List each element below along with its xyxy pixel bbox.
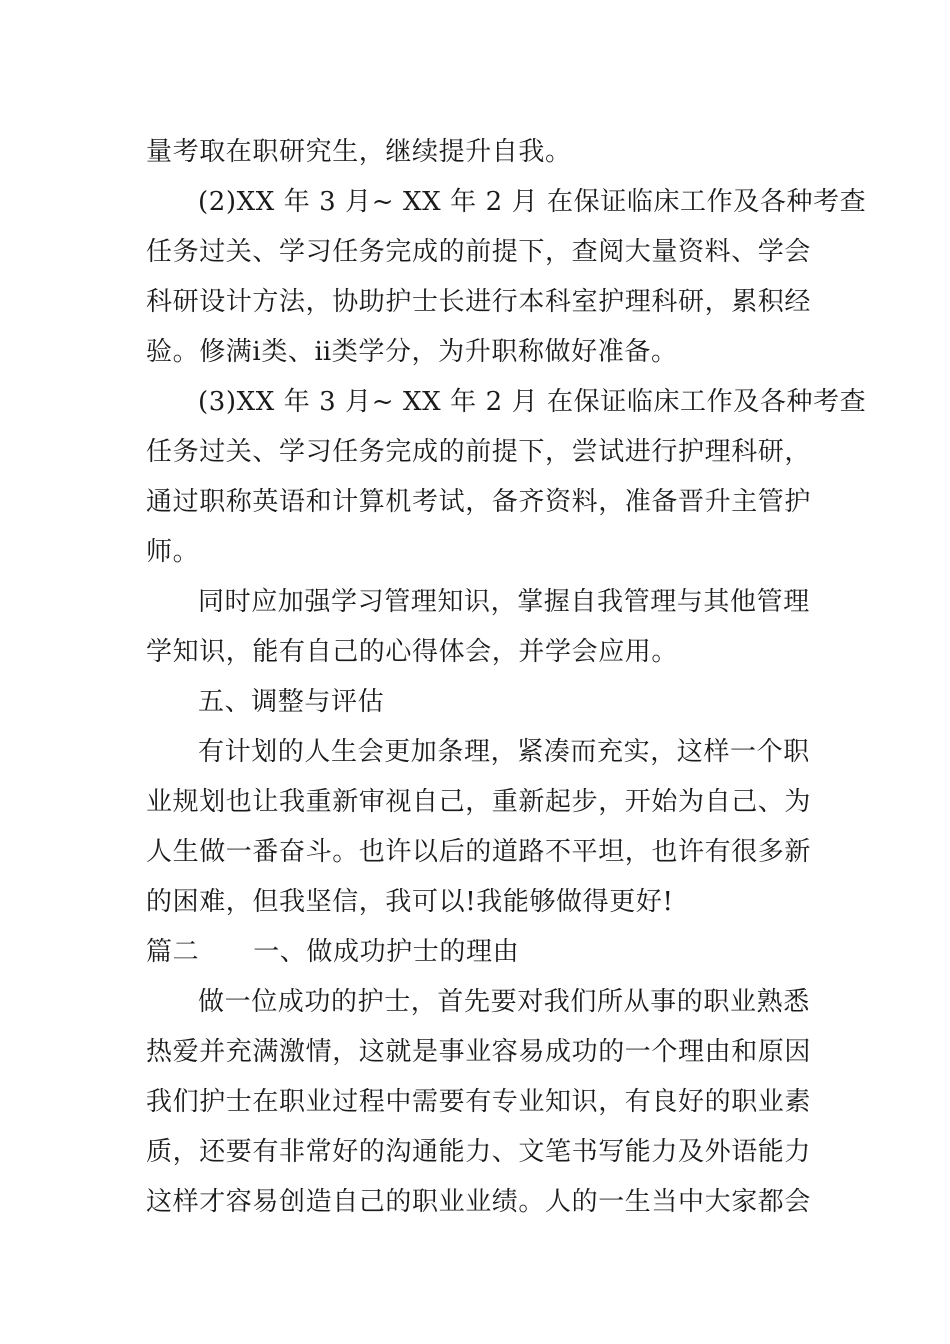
text-line: 通过职称英语和计算机考试，备齐资料，准备晋升主管护: [146, 487, 812, 517]
text-line: 任务过关、学习任务完成的前提下，尝试进行护理科研，: [146, 437, 812, 467]
text-line: 学知识，能有自己的心得体会，并学会应用。: [146, 637, 679, 667]
text-line: 验。修满ⅰ类、ⅱ类学分，为升职称做好准备。: [146, 337, 678, 367]
text-line: 有计划的人生会更加条理，紧凑而充实，这样一个职: [198, 737, 810, 767]
text-line: 我们护士在职业过程中需要有专业知识，有良好的职业素: [146, 1087, 812, 1117]
text-line: 的困难，但我坚信，我可以!我能够做得更好!: [146, 887, 674, 917]
text-line: 量考取在职研究生，继续提升自我。: [146, 137, 572, 167]
text-line: 人生做一番奋斗。也许以后的道路不平坦，也许有很多新: [146, 837, 812, 867]
text-line: 同时应加强学习管理知识，掌握自我管理与其他管理: [198, 587, 810, 617]
text-line: 任务过关、学习任务完成的前提下，查阅大量资料、学会: [146, 237, 812, 267]
text-line: 质，还要有非常好的沟通能力、文笔书写能力及外语能力: [146, 1137, 812, 1167]
chapter-heading: [146, 935, 519, 969]
text-line: 做一位成功的护士，首先要对我们所从事的职业熟悉: [198, 987, 810, 1017]
text-line: 师。: [146, 537, 200, 567]
chapter-label: 篇二: [146, 937, 200, 967]
text-line: 这样才容易创造自己的职业业绩。人的一生当中大家都会: [146, 1187, 812, 1217]
chapter-title: 一、做成功护士的理由: [253, 937, 520, 967]
text-line: (2)XX 年 3 月~ XX 年 2 月 在保证临床工作及各种考查: [198, 187, 867, 217]
text-line: (3)XX 年 3 月~ XX 年 2 月 在保证临床工作及各种考查: [198, 387, 867, 417]
text-line: 业规划也让我重新审视自己，重新起步，开始为自己、为: [146, 787, 812, 817]
section-heading: 五、调整与评估: [198, 687, 385, 717]
text-line: 热爱并充满激情，这就是事业容易成功的一个理由和原因: [146, 1037, 812, 1067]
text-line: 科研设计方法，协助护士长进行本科室护理科研，累积经: [146, 287, 812, 317]
